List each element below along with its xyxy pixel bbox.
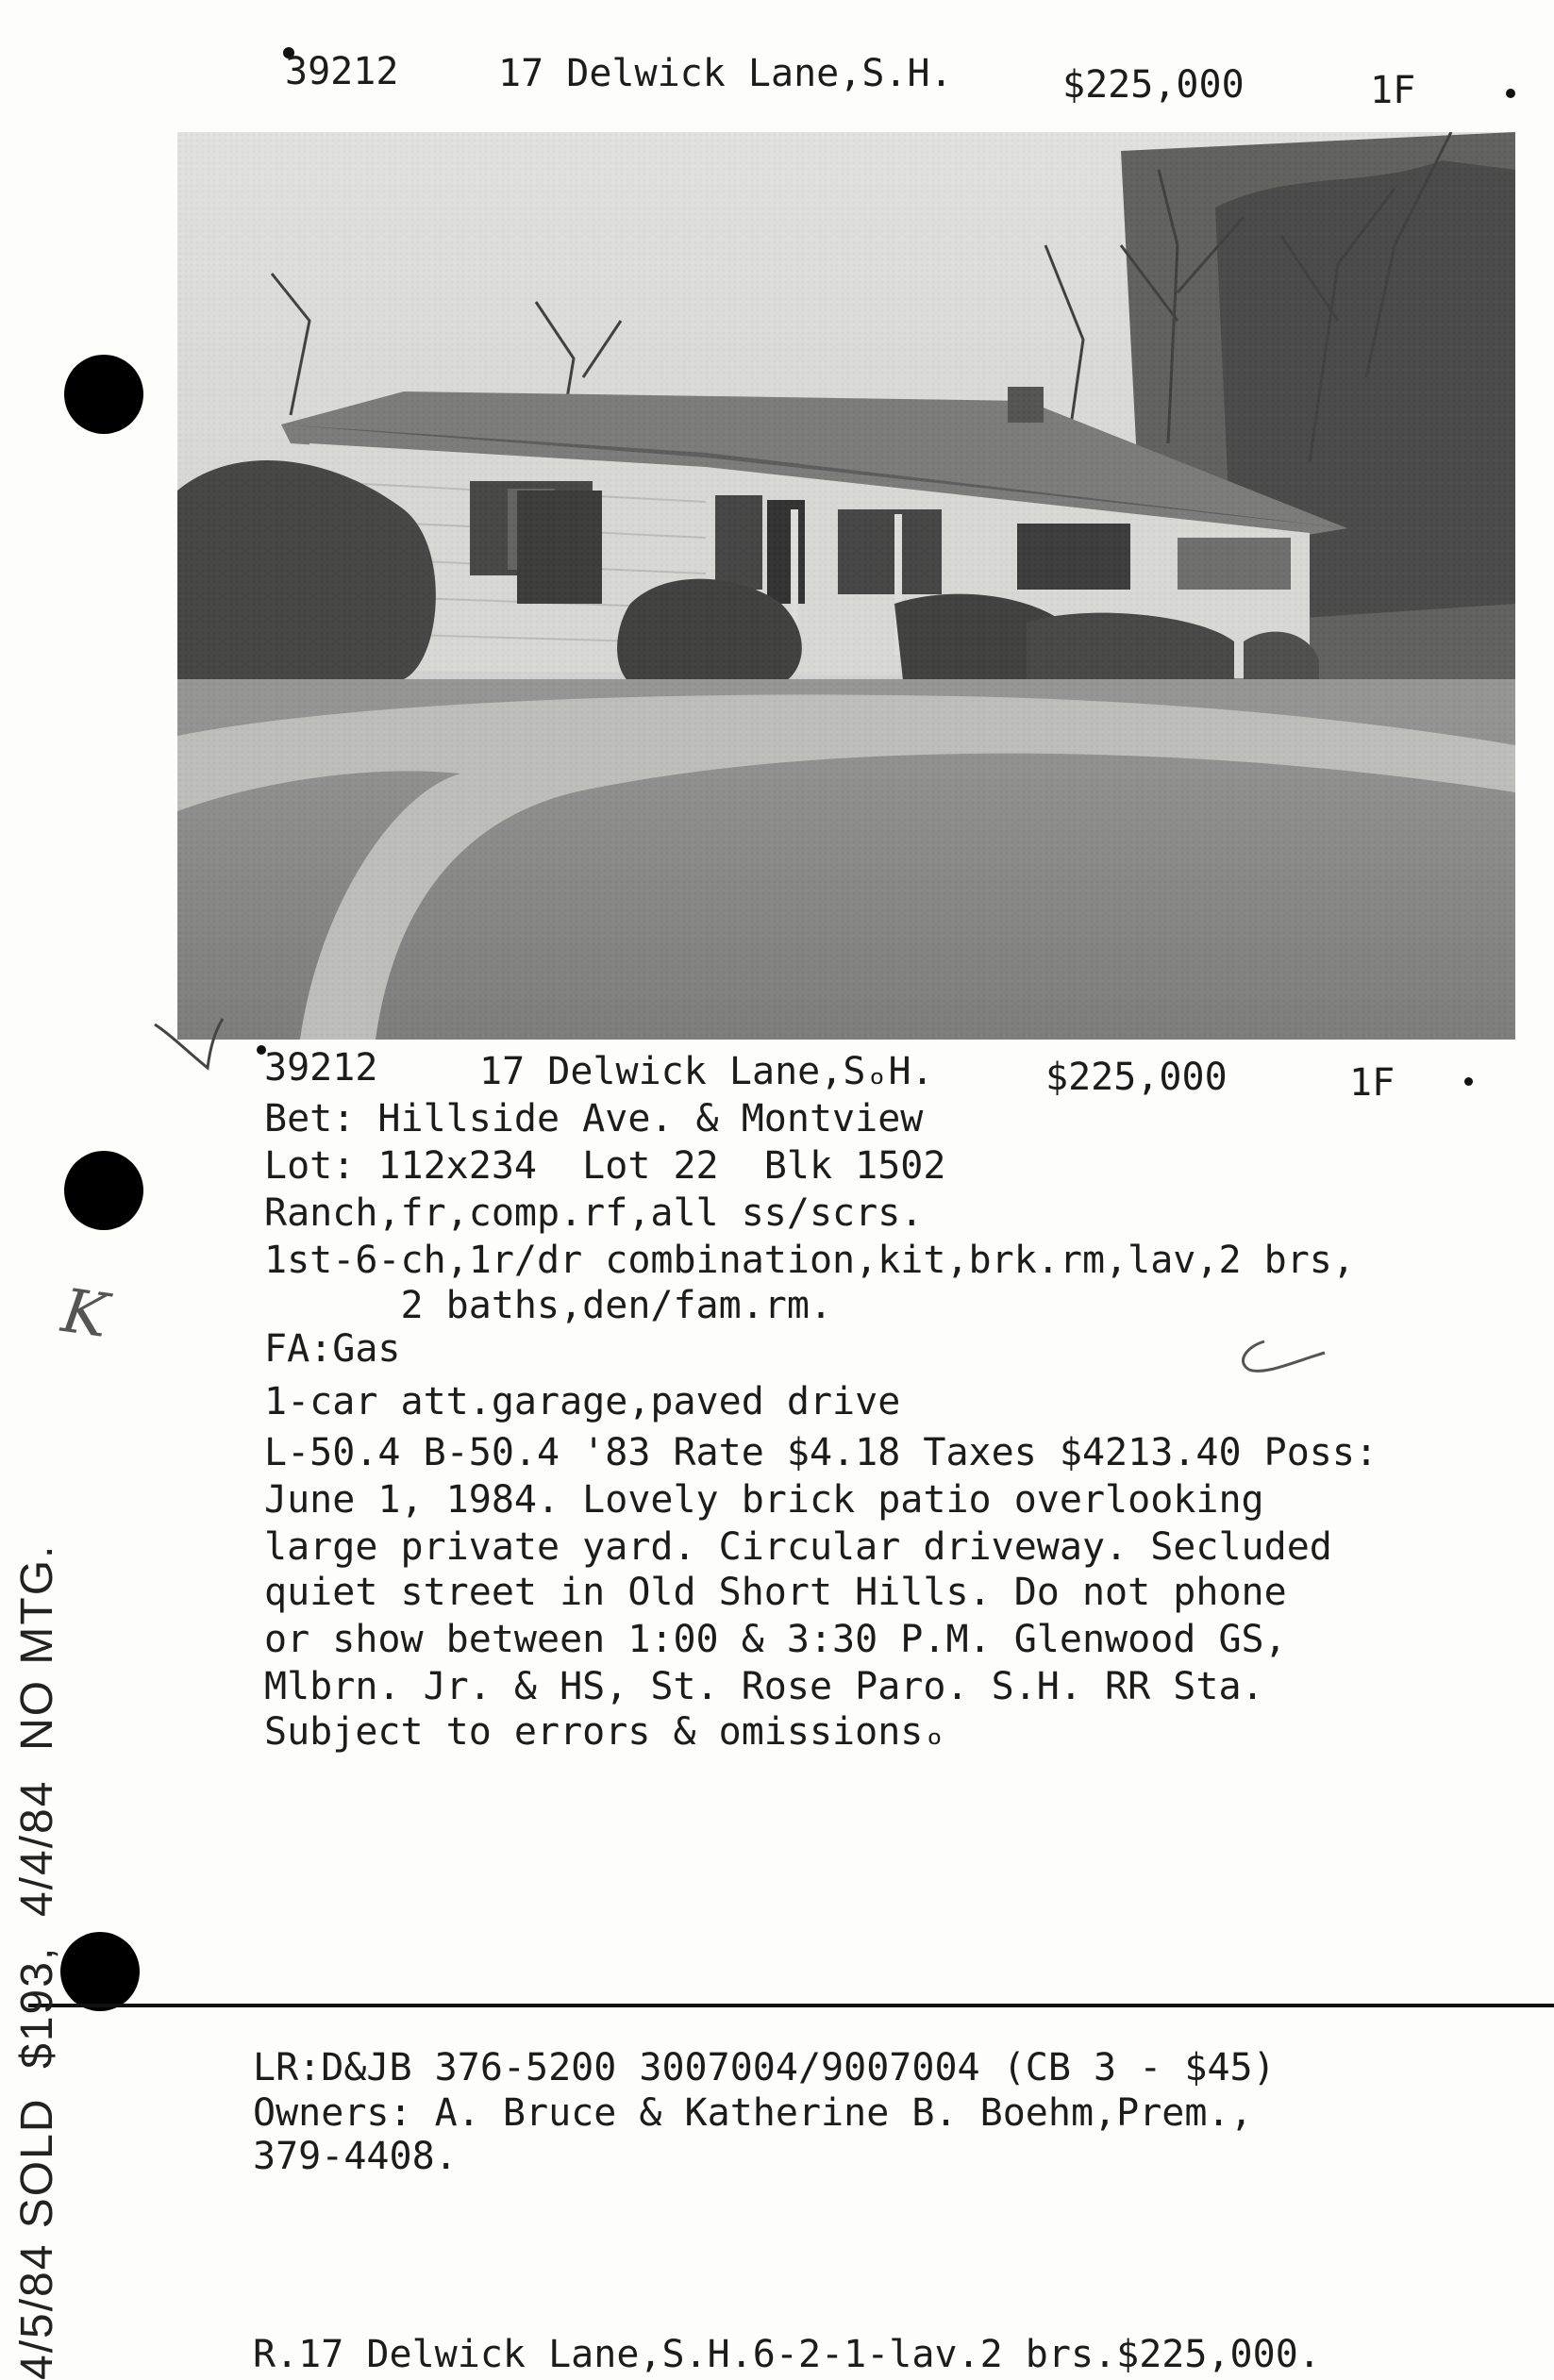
divider <box>28 2004 1554 2007</box>
listing-price: $225,000 <box>1045 1056 1228 1099</box>
listing-line: Bet: Hillside Ave. & Montview <box>264 1097 924 1140</box>
listing-line: Mlbrn. Jr. & HS, St. Rose Paro. S.H. RR Sta. <box>264 1665 1264 1708</box>
handwritten-side-note: 4/5/84 SOLD $193, 4/4/84 NO MTG. <box>12 1543 62 2380</box>
hole-punch-icon <box>64 355 143 434</box>
hole-punch-icon <box>60 1932 140 2011</box>
bullet-icon <box>1464 1077 1473 1086</box>
handwritten-mark-icon <box>1227 1334 1330 1381</box>
checkmark-icon <box>151 1015 226 1072</box>
listing-number: 39212 <box>264 1046 378 1090</box>
top-address: 17 Delwick Lane,S.H. <box>498 52 953 95</box>
footer-line: Owners: A. Bruce & Katherine B. Boehm,Prem., <box>253 2091 1253 2135</box>
listing-line: or show between 1:00 & 3:30 P.M. Glenwood GS, <box>264 1618 1287 1661</box>
bullet-icon <box>1506 89 1515 98</box>
listing-line: Subject to errors & omissionsₒ <box>264 1710 946 1754</box>
listing-line: L-50.4 B-50.4 '83 Rate $4.18 Taxes $4213.40 Poss: <box>264 1431 1379 1474</box>
listing-line: large private yard. Circular driveway. Secluded <box>264 1525 1332 1569</box>
listing-line: Ranch,fr,comp.rf,all ss/scrs. <box>264 1191 924 1235</box>
house-photo <box>177 132 1515 1040</box>
footer-line: LR:D&JB 376-5200 3007004/9007004 (CB 3 - $45) <box>253 2046 1276 2089</box>
top-listing-number: 39212 <box>285 50 399 93</box>
listing-line: 1st-6-ch,1r/dr combination,kit,brk.rm,lav,2 brs, <box>264 1239 1355 1282</box>
listing-line: FA:Gas <box>264 1327 401 1371</box>
listing-line: 1-car att.garage,paved drive <box>264 1380 901 1423</box>
top-price: $225,000 <box>1062 63 1245 107</box>
listing-line: 2 baths,den/fam.rm. <box>264 1284 833 1327</box>
hole-punch-icon <box>64 1151 143 1230</box>
top-style-code: 1F <box>1370 69 1416 112</box>
footer-summary: R.17 Delwick Lane,S.H.6-2-1-lav.2 brs.$225,000. <box>253 2333 1321 2376</box>
listing-address: 17 Delwick Lane,SₒH. <box>479 1050 934 1093</box>
listing-line: Lot: 112x234 Lot 22 Blk 1502 <box>264 1144 946 1188</box>
handwritten-initial: K <box>58 1276 112 1352</box>
listing-style-code: 1F <box>1349 1061 1395 1105</box>
listing-line: quiet street in Old Short Hills. Do not phone <box>264 1571 1287 1614</box>
footer-line: 379-4408. <box>253 2135 458 2178</box>
listing-line: June 1, 1984. Lovely brick patio overlooking <box>264 1478 1264 1522</box>
